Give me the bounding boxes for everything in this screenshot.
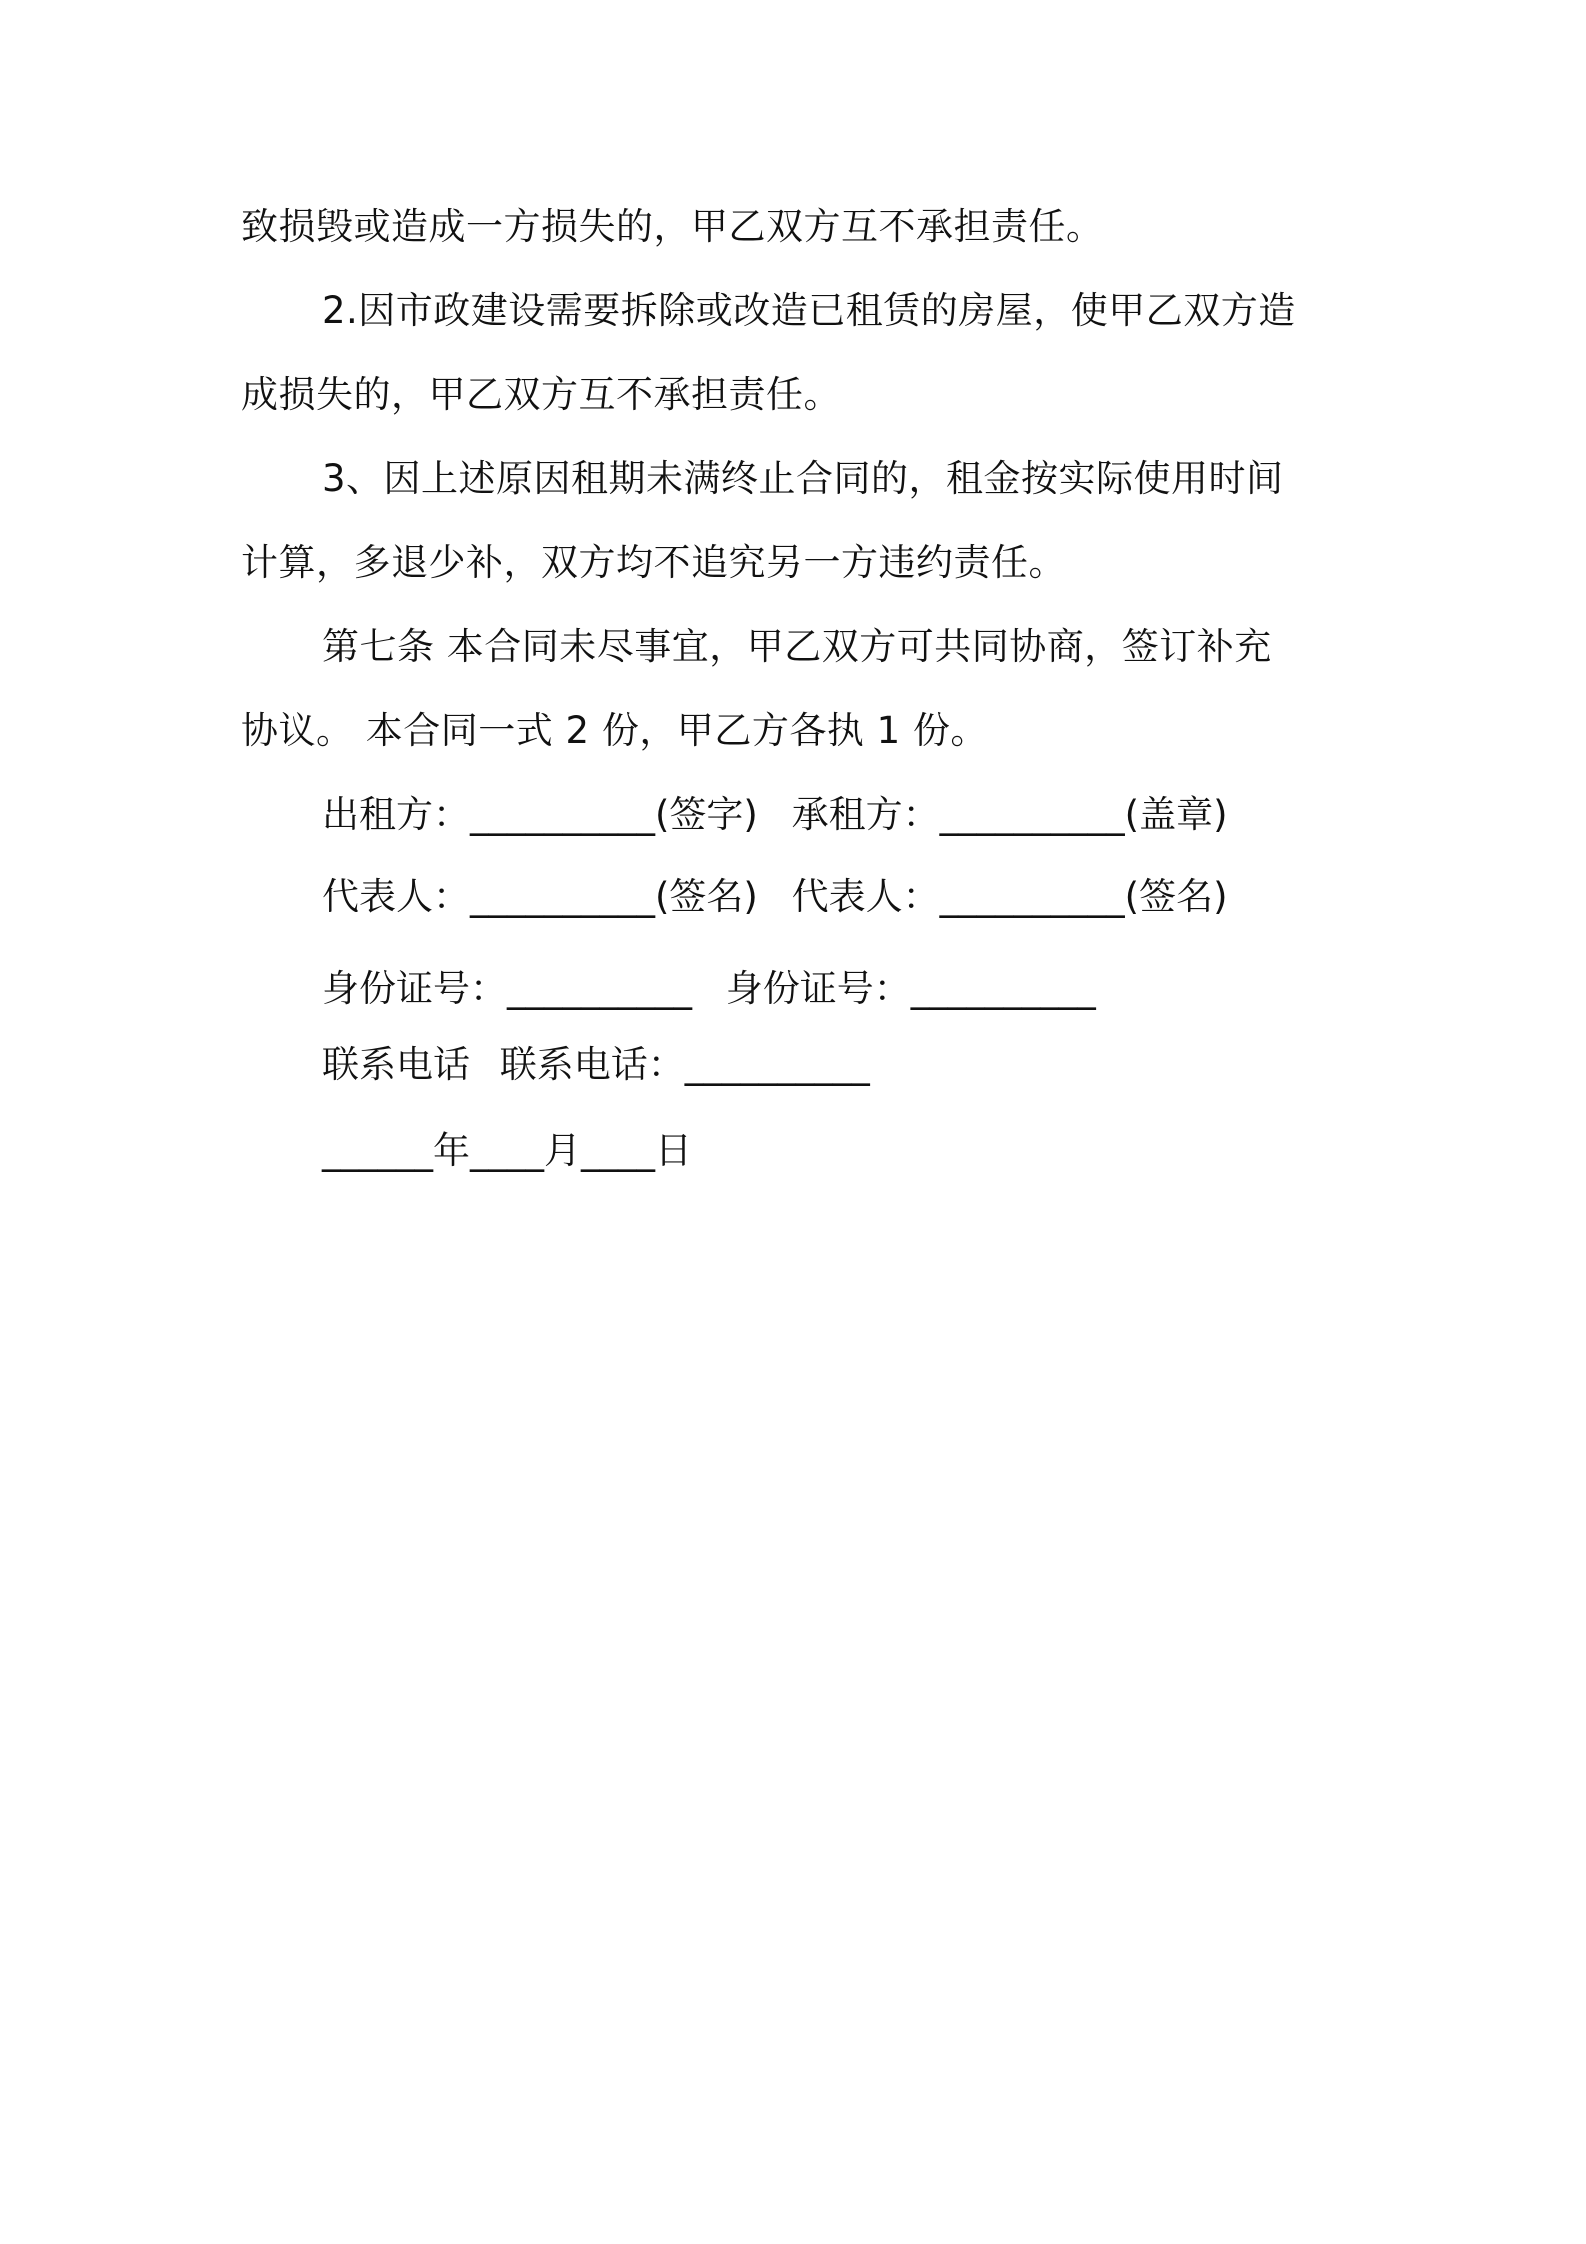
lessee-seal-field: 承租方：__________(盖章) bbox=[791, 793, 1228, 836]
body-line-1: 致损毁或造成一方损失的，甲乙双方互不承担责任。 bbox=[241, 205, 1104, 248]
lessor-phone-label: 联系电话 bbox=[322, 1043, 470, 1086]
body-line-3: 成损失的，甲乙双方互不承担责任。 bbox=[241, 373, 841, 416]
body-line-6: 第七条 本合同未尽事宜，甲乙双方可共同协商，签订补充 bbox=[322, 625, 1272, 668]
body-line-4: 3、因上述原因租期未满终止合同的，租金按实际使用时间 bbox=[322, 457, 1284, 500]
date-line: ______年____月____日 bbox=[322, 1129, 692, 1172]
signature-row-id bbox=[322, 964, 1096, 1014]
lessee-representative-field: 代表人：__________(签名) bbox=[791, 875, 1228, 918]
signature-row-phone bbox=[322, 1040, 870, 1090]
lessor-id-field: 身份证号：__________ bbox=[322, 967, 692, 1010]
signature-row-lessor bbox=[322, 790, 1228, 840]
body-line-2: 2.因市政建设需要拆除或改造已租赁的房屋，使甲乙双方造 bbox=[322, 289, 1296, 332]
body-line-7: 协议。 本合同一式 2 份，甲乙方各执 1 份。 bbox=[241, 709, 988, 752]
lessee-phone-field: 联系电话：__________ bbox=[499, 1043, 870, 1086]
body-line-5: 计算，多退少补，双方均不追究另一方违约责任。 bbox=[241, 541, 1066, 584]
lessor-signature-field: 出租方：__________(签字) bbox=[322, 793, 758, 836]
lessee-id-field: 身份证号：__________ bbox=[725, 967, 1096, 1010]
lessor-representative-field: 代表人：__________(签名) bbox=[322, 875, 758, 918]
signature-row-representative bbox=[322, 872, 1228, 922]
